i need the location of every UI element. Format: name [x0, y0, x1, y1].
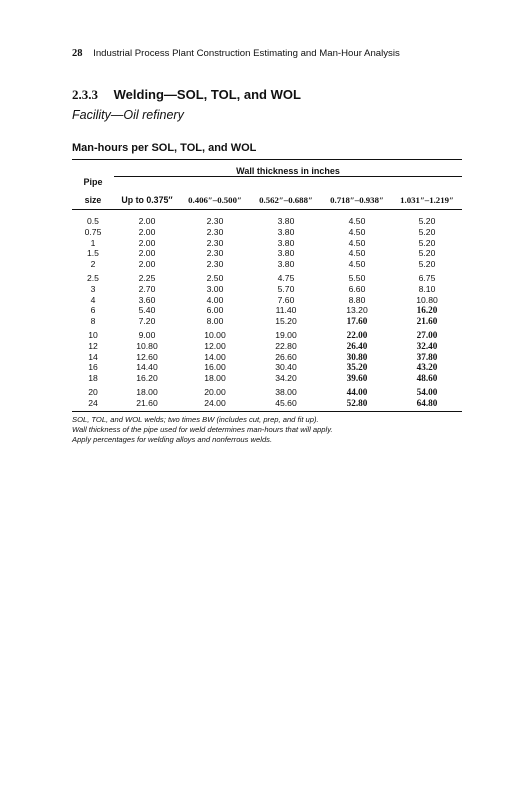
pipe-size-cell: 2: [90, 259, 96, 270]
man-hours-cell: 5.40: [138, 305, 156, 316]
man-hours-cell: 15.20: [275, 316, 297, 327]
pipe-size-cell: 2.5: [87, 272, 99, 283]
table-row: [72, 227, 462, 238]
pipe-size-cell: 4: [90, 294, 96, 305]
man-hours-cell: 11.40: [275, 305, 297, 316]
pipe-size-cell: 18: [88, 373, 98, 384]
table-row: [72, 238, 462, 249]
table-row: [72, 210, 462, 227]
man-hours-cell: 9.00: [138, 329, 156, 340]
pipe-size-cell: 1.5: [87, 248, 99, 259]
man-hours-cell: 38.00: [275, 386, 297, 397]
table-row: [72, 384, 462, 398]
man-hours-cell: 6.75: [418, 272, 436, 283]
section-number: 2.3.3: [72, 87, 98, 102]
man-hours-cell: 2.30: [206, 248, 224, 259]
man-hours-cell: 2.70: [138, 283, 156, 294]
table-row: [72, 248, 462, 259]
man-hours-cell: 26.40: [346, 340, 368, 351]
man-hours-cell: 4.00: [206, 294, 224, 305]
running-head: [72, 48, 462, 59]
man-hours-cell: 2.00: [138, 248, 156, 259]
man-hours-cell: 2.00: [138, 216, 156, 226]
man-hours-cell: 32.40: [416, 340, 438, 351]
table-row: [72, 305, 462, 316]
table-row: [72, 270, 462, 284]
man-hours-cell: 3.80: [277, 237, 295, 248]
pipe-size-cell: 0.75: [84, 226, 102, 237]
man-hours-cell: 30.40: [275, 362, 297, 373]
man-hours-cell: 13.20: [346, 305, 368, 316]
man-hours-cell: 21.60: [416, 316, 438, 327]
table-title: Man-hours per SOL, TOL, and WOL: [72, 142, 257, 154]
pipe-size-cell: 8: [90, 316, 96, 327]
man-hours-cell: 10.80: [136, 340, 158, 351]
man-hours-cell: 4.50: [348, 216, 366, 226]
pipe-size-cell: 14: [88, 351, 98, 362]
man-hours-cell: 37.80: [416, 351, 438, 362]
pipe-size-cell: 0.5: [87, 216, 99, 226]
column-header: 0.718″–0.938″: [322, 191, 392, 210]
man-hours-cell: 4.75: [277, 272, 295, 283]
man-hours-cell: 8.00: [206, 316, 224, 327]
wall-thickness-group-header: Wall thickness in inches: [114, 160, 462, 177]
pipe-size-cell: 20: [88, 386, 98, 397]
table-row: [72, 373, 462, 384]
man-hours-cell: 16.20: [136, 373, 158, 384]
man-hours-cell: 48.60: [416, 373, 438, 384]
man-hours-cell: 5.50: [348, 272, 366, 283]
column-header: Up to 0.375″: [114, 191, 180, 210]
man-hours-cell: 2.30: [206, 237, 224, 248]
pipe-size-cell: 24: [88, 397, 98, 408]
man-hours-cell: 45.60: [275, 397, 297, 408]
column-header: 1.031″–1.219″: [392, 191, 462, 210]
man-hours-cell: 10.00: [204, 329, 226, 340]
table-note: SOL, TOL, and WOL welds; two times BW (includes cut, prep, and fit up).: [72, 414, 319, 424]
man-hours-cell: 2.30: [206, 226, 224, 237]
man-hours-cell: 3.00: [206, 283, 224, 294]
table-row: [72, 362, 462, 373]
man-hours-cell: 5.70: [277, 283, 295, 294]
man-hours-cell: 24.00: [204, 397, 226, 408]
man-hours-cell: 2.25: [138, 272, 156, 283]
table-row: [72, 398, 462, 411]
man-hours-cell: 18.00: [136, 386, 158, 397]
table-bottom-rule: [72, 411, 462, 412]
man-hours-cell: 7.60: [277, 294, 295, 305]
man-hours-cell: 2.00: [138, 259, 156, 270]
man-hours-cell: 26.60: [275, 351, 297, 362]
man-hours-cell: 2.00: [138, 226, 156, 237]
man-hours-cell: 10.80: [416, 294, 438, 305]
man-hours-cell: 6.00: [206, 305, 224, 316]
page-number: 28: [72, 48, 83, 59]
pipe-size-cell: 10: [88, 329, 98, 340]
man-hours-cell: 5.20: [418, 226, 436, 237]
man-hours-cell: 39.60: [346, 373, 368, 384]
man-hours-cell: 54.00: [416, 386, 438, 397]
table-note: Apply percentages for welding alloys and nonferrous welds.: [72, 434, 273, 444]
man-hours-cell: 8.10: [418, 283, 436, 294]
man-hours-cell: 3.80: [277, 216, 295, 226]
pipe-size-header-spacer: [72, 160, 114, 177]
table-row: [72, 259, 462, 270]
column-header: 0.406″–0.500″: [180, 191, 250, 210]
table-row: [72, 295, 462, 306]
document-page: [72, 48, 462, 445]
book-title: Industrial Process Plant Construction Estimating and Man-Hour Analysis: [93, 48, 400, 59]
man-hours-cell: 12.60: [136, 351, 158, 362]
table-body: [72, 210, 462, 411]
pipe-size-cell: 3: [90, 283, 96, 294]
table-row: [72, 341, 462, 352]
man-hours-cell: 2.30: [206, 216, 224, 226]
man-hours-cell: 16.20: [416, 305, 438, 316]
man-hours-cell: 4.50: [348, 259, 366, 270]
table-row: [72, 352, 462, 363]
man-hours-cell: 3.80: [277, 248, 295, 259]
man-hours-cell: 14.40: [136, 362, 158, 373]
man-hours-cell: 43.20: [416, 362, 438, 373]
man-hours-cell: 5.20: [418, 237, 436, 248]
man-hours-cell: 7.20: [138, 316, 156, 327]
man-hours-cell: 2.00: [138, 237, 156, 248]
man-hours-cell: 35.20: [346, 362, 368, 373]
facility-subtitle: Facility—Oil refinery: [72, 108, 184, 122]
man-hours-cell: 14.00: [204, 351, 226, 362]
man-hours-cell: 3.80: [277, 226, 295, 237]
table-row: [72, 327, 462, 341]
man-hours-cell: 44.00: [346, 386, 368, 397]
man-hours-cell: 20.00: [204, 386, 226, 397]
man-hours-cell: 4.50: [348, 248, 366, 259]
man-hours-cell: 19.00: [275, 329, 297, 340]
table-note: Wall thickness of the pipe used for weld determines man-hours that will apply.: [72, 424, 333, 434]
man-hours-cell: 21.60: [136, 397, 158, 408]
man-hours-cell: 16.00: [204, 362, 226, 373]
size-label: size: [72, 191, 114, 210]
column-header: 0.562″–0.688″: [250, 191, 322, 210]
man-hours-cell: 22.00: [346, 329, 368, 340]
pipe-size-cell: 6: [90, 305, 96, 316]
man-hours-table: [72, 160, 462, 411]
pipe-size-cell: 16: [88, 362, 98, 373]
man-hours-cell: 34.20: [275, 373, 297, 384]
man-hours-cell: 12.00: [204, 340, 226, 351]
man-hours-cell: 18.00: [204, 373, 226, 384]
pipe-size-cell: 1: [90, 237, 96, 248]
man-hours-cell: 2.50: [206, 272, 224, 283]
pipe-label: Pipe: [83, 176, 103, 187]
man-hours-cell: 5.20: [418, 248, 436, 259]
man-hours-cell: 22.80: [275, 340, 297, 351]
table-row: [72, 284, 462, 295]
pipe-size-cell: 12: [88, 340, 98, 351]
man-hours-cell: 64.80: [416, 397, 438, 408]
section-heading: [72, 87, 462, 103]
section-title: Welding—SOL, TOL, and WOL: [113, 87, 301, 102]
table-row: [72, 316, 462, 327]
man-hours-cell: 8.80: [348, 294, 366, 305]
table-notes: [72, 415, 462, 445]
man-hours-cell: 6.60: [348, 283, 366, 294]
man-hours-cell: 4.50: [348, 226, 366, 237]
man-hours-cell: 27.00: [416, 329, 438, 340]
man-hours-cell: 4.50: [348, 237, 366, 248]
man-hours-cell: 3.60: [138, 294, 156, 305]
man-hours-cell: 17.60: [346, 316, 368, 327]
man-hours-cell: 30.80: [346, 351, 368, 362]
man-hours-cell: 5.20: [418, 259, 436, 270]
man-hours-cell: 2.30: [206, 259, 224, 270]
man-hours-cell: 5.20: [418, 216, 436, 226]
man-hours-cell: 52.80: [346, 397, 368, 408]
man-hours-cell: 3.80: [277, 259, 295, 270]
